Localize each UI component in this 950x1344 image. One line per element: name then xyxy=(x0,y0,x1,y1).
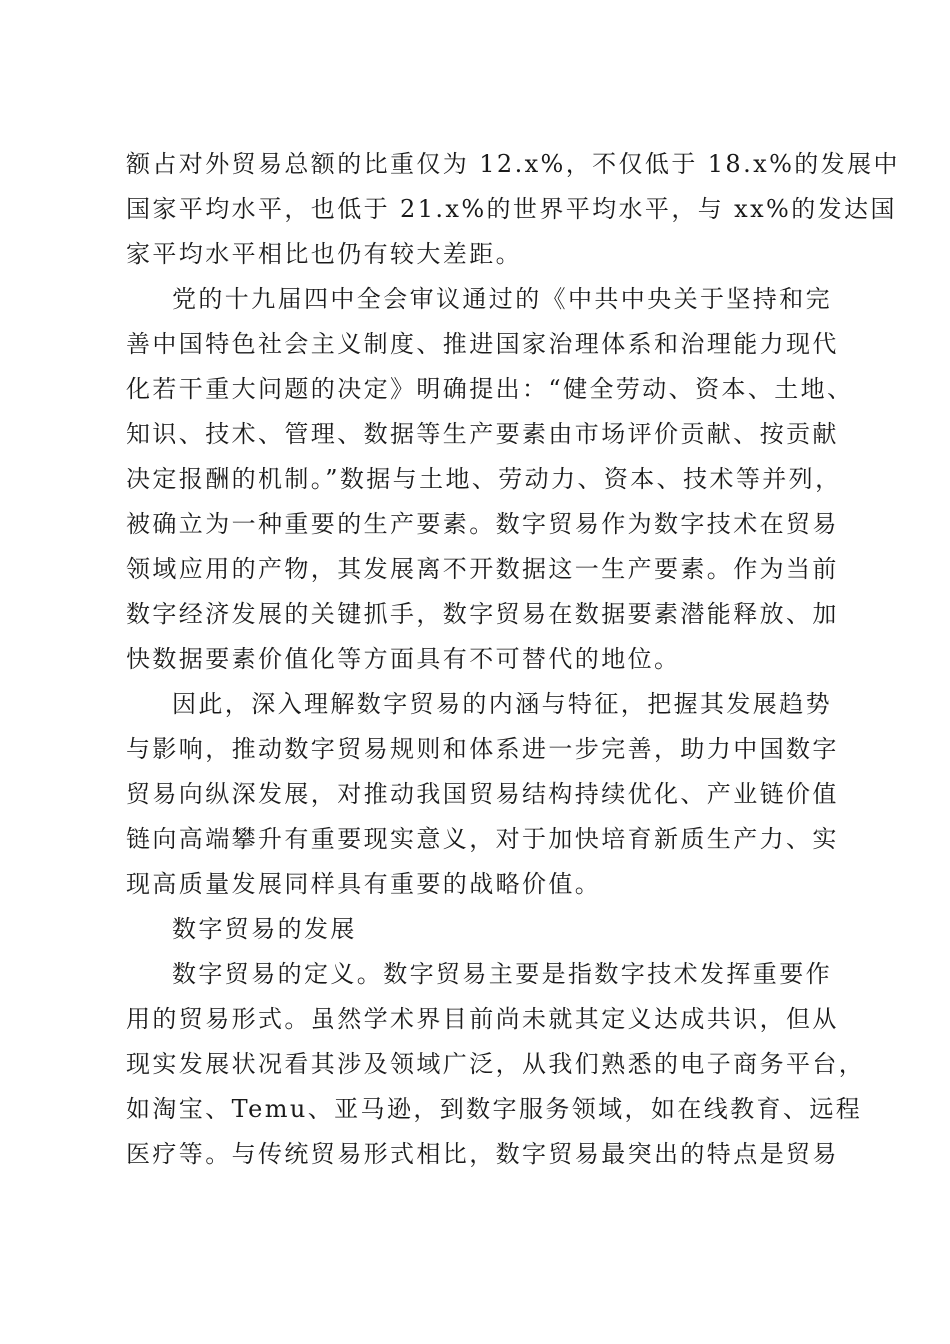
paragraph-line: 决定报酬的机制。”数据与土地、劳动力、资本、技术等并列， xyxy=(126,465,842,493)
paragraph-line: 额占对外贸易总额的比重仅为 12.x%，不仅低于 18.x%的发展中 xyxy=(126,150,900,178)
paragraph-line: 国家平均水平，也低于 21.x%的世界平均水平，与 xx%的发达国 xyxy=(126,195,897,223)
paragraph-line: 知识、技术、管理、数据等生产要素由市场评价贡献、按贡献 xyxy=(126,420,839,448)
section-heading: 数字贸易的发展 xyxy=(172,915,357,943)
paragraph-line: 数字经济发展的关键抓手，数字贸易在数据要素潜能释放、加 xyxy=(126,600,839,628)
paragraph-line: 用的贸易形式。虽然学术界目前尚未就其定义达成共识，但从 xyxy=(126,1005,839,1033)
paragraph-line: 快数据要素价值化等方面具有不可替代的地位。 xyxy=(126,645,681,673)
paragraph-line: 领域应用的产物，其发展离不开数据这一生产要素。作为当前 xyxy=(126,555,839,583)
paragraph-line: 化若干重大问题的决定》明确提出：“健全劳动、资本、土地、 xyxy=(126,375,854,403)
paragraph-line: 与影响，推动数字贸易规则和体系进一步完善，助力中国数字 xyxy=(126,735,839,763)
paragraph-line: 现实发展状况看其涉及领域广泛，从我们熟悉的电子商务平台， xyxy=(126,1050,866,1078)
paragraph-line: 贸易向纵深发展，对推动我国贸易结构持续优化、产业链价值 xyxy=(126,780,839,808)
paragraph-line: 现高质量发展同样具有重要的战略价值。 xyxy=(126,870,602,898)
paragraph-line: 党的十九届四中全会审议通过的《中共中央关于坚持和完 xyxy=(172,285,832,313)
paragraph-line: 如淘宝、Temu、亚马逊，到数字服务领域，如在线教育、远程 xyxy=(126,1095,863,1123)
paragraph-line: 因此，深入理解数字贸易的内涵与特征，把握其发展趋势 xyxy=(172,690,832,718)
paragraph-line: 善中国特色社会主义制度、推进国家治理体系和治理能力现代 xyxy=(126,330,839,358)
paragraph-line: 家平均水平相比也仍有较大差距。 xyxy=(126,240,522,268)
paragraph-line: 数字贸易的定义。数字贸易主要是指数字技术发挥重要作 xyxy=(172,960,832,988)
paragraph-line: 医疗等。与传统贸易形式相比，数字贸易最突出的特点是贸易 xyxy=(126,1140,839,1168)
paragraph-line: 被确立为一种重要的生产要素。数字贸易作为数字技术在贸易 xyxy=(126,510,839,538)
paragraph-line: 链向高端攀升有重要现实意义，对于加快培育新质生产力、实 xyxy=(126,825,839,853)
